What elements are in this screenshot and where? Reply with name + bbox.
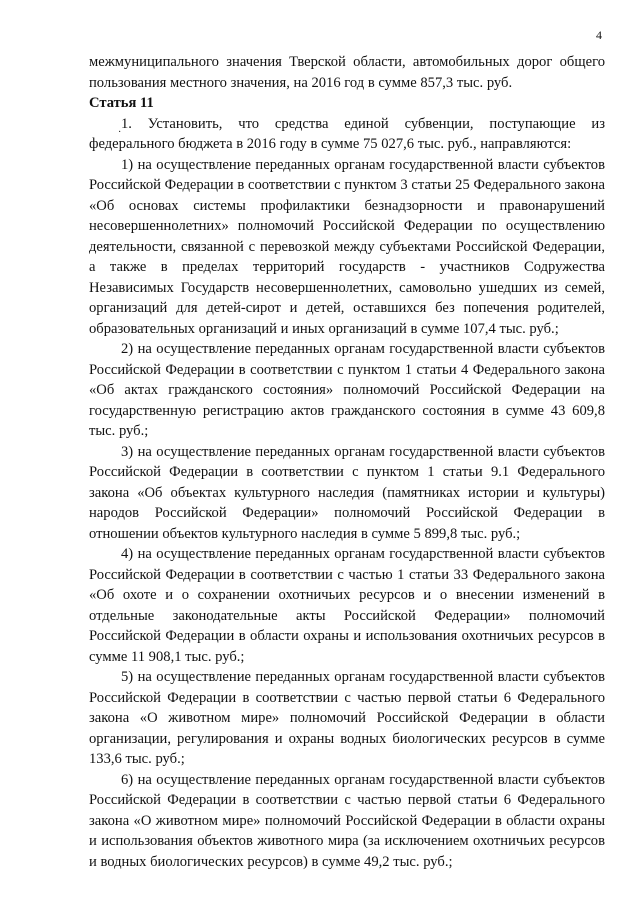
- subpoint-5: 5) на осуществление переданных органам государственной власти субъектов Российской Федерации в соответствии с частью первой статьи 6 Федерального закона «О животном мире» полномочий Российской Федерации в области организации, регулирования и охраны водных биологических ресурсов в сумме 133,6 тыс. руб.;: [89, 669, 605, 767]
- article-title: Статья 11: [89, 95, 154, 111]
- margin-mark: ·: [118, 127, 122, 138]
- subpoint-1: 1) на осуществление переданных органам государственной власти субъектов Российской Федерации в соответствии с пунктом 3 статьи 25 Федерального закона «Об основах системы профилактики безнадзорности и правонарушений несовершеннолетних» полномочий Российской Федерации по осуществлению деятельности, связанной с перевозкой между субъектами Российской Федерации, а также в пределах территорий государств - участников Содружества Независимых Государств несовершеннолетних, самовольно ушедших из семей, организаций для детей-сирот и детей, оставшихся без попечения родителей, образовательных организаций и иных организаций в сумме 107,4 тыс. руб.;: [89, 156, 605, 337]
- subpoint-2: 2) на осуществление переданных органам государственной власти субъектов Российской Федерации в соответствии с пунктом 1 статьи 4 Федерального закона «Об актах гражданского состояния» полномочий Российской Федерации на государственную регистрацию актов гражданского состояния в сумме 43 609,8 тыс. руб.;: [89, 341, 605, 439]
- subpoint-4: 4) на осуществление переданных органам государственной власти субъектов Российской Федерации в соответствии с частью 1 статьи 33 Федерального закона «Об охоте и о сохранении охотничьих ресурсов и о внесении изменений в отдельные законодательные акты Российской Федерации» полномочий Российской Федерации в области охраны и использования охотничьих ресурсов в сумме 11 908,1 тыс. руб.;: [89, 546, 605, 665]
- intro-paragraph: межмуниципального значения Тверской области, автомобильных дорог общего пользования местного значения, на 2016 год в сумме 857,3 тыс. руб.: [89, 54, 605, 91]
- subpoint-6: 6) на осуществление переданных органам государственной власти субъектов Российской Федерации в соответствии с частью первой статьи 6 Федерального закона «О животном мире» полномочий Российской Федерации в области охраны и использования объектов животного мира (за исключением охотничьих ресурсов и водных биологических ресурсов) в сумме 49,2 тыс. руб.;: [89, 771, 605, 870]
- subpoint-3: 3) на осуществление переданных органам государственной власти субъектов Российской Федерации в соответствии с пунктом 1 статьи 9.1 Федерального закона «Об объектах культурного наследия (памятниках истории и культуры) народов Российской Федерации» полномочий Российской Федерации в отношении объектов культурного наследия в сумме 5 899,8 тыс. руб.;: [89, 443, 605, 542]
- point-1-paragraph: 1. Установить, что средства единой субвенции, поступающие из федерального бюджета в 2016 году в сумме 75 027,6 тыс. руб., направляются:: [89, 115, 605, 152]
- page-number: 4: [596, 28, 602, 42]
- document-body: [89, 52, 605, 872]
